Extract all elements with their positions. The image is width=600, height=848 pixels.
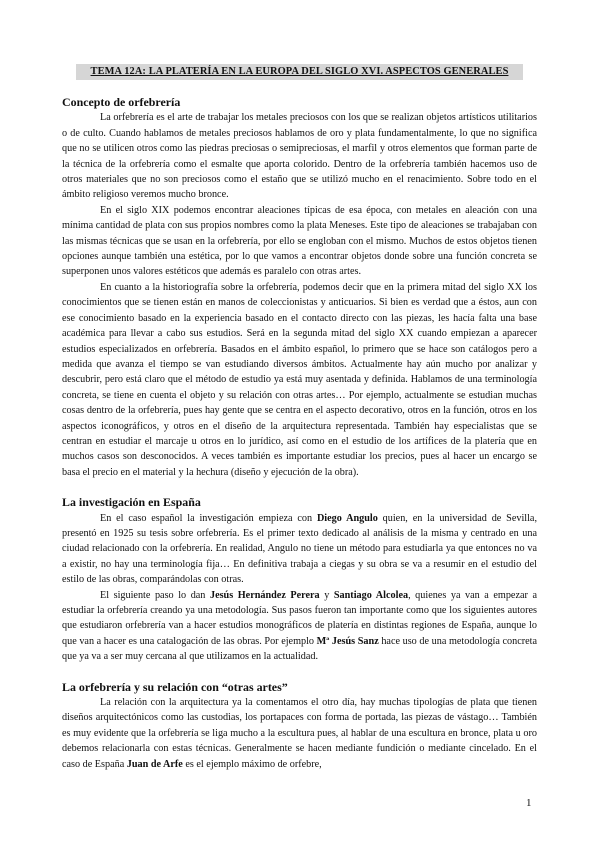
paragraph <box>62 695 537 772</box>
document-body <box>62 95 537 772</box>
author-name: Juan de Arfe <box>126 758 183 770</box>
section-heading-investigacion: La investigación en España <box>62 495 201 510</box>
paragraph: En el siglo XIX podemos encontrar aleaciones típicas de esa época, con metales en aleación con una mínima cantidad de plata con sus propios nombres como la plata Meneses. Este tipo de aleaciones se trabajaban con las mismas técnicas que se usan en la orfebrería, por ello se engloban con el mismo. Muchos de estos objetos tienen opciones aunque también una estética, por lo que vamos a encontrar objetos donde sobre una función concreta se superponen unos valores estéticos que además es paralelo con otras artes. <box>62 204 537 278</box>
page-number: 1 <box>526 797 532 809</box>
text-run: La relación con la arquitectura ya la comentamos el otro día, hay muchas tipologías de plata que tienen diseños arquitectónicos como las custodias, los portapaces con forma de portada, las piezas de vástago… También es muy evidente que la orfebrería se liga mucho a la escultura pues, al hablar de una escultura en bronce, plata u oro debemos relacionarla con estas técnicas. Generalmente se hacen mediante fundición o mediante cincelado. En el caso de España <box>62 697 537 770</box>
text-run: hace uso de una metodología concreta que ya va a ser muy cercana al que utilizamos en la actualidad. <box>62 635 538 663</box>
paragraph: La orfebrería es el arte de trabajar los metales preciosos con los que se realizan objetos artísticos utilitarios o de culto. Cuando hablamos de metales preciosos hablamos de oro y plata fundamentalmente, lo que no significa que no se utilicen otros como las piedras preciosas o semipreciosas, el marfil y otros elementos que forman parte de la técnica de la orfebrería como el esmalte que aporta colorido. Dentro de la orfebrería también hacemos uso de otros materiales que no son preciosos como el estaño que se utilizó mucho en el renacimiento. Sobre todo en el ámbito religioso veremos mucho bronce. <box>62 112 537 201</box>
author-name: Diego Angulo <box>316 512 378 524</box>
author-name: Jesús Hernández Perera <box>209 589 320 601</box>
text-run: y <box>319 589 334 601</box>
title-banner <box>76 64 523 80</box>
text-run: El siguiente paso lo dan <box>100 589 210 601</box>
text-run: En el caso español la investigación empieza con <box>100 512 317 524</box>
document-title: TEMA 12A: LA PLATERÍA EN LA EUROPA DEL SIGLO XVI. ASPECTOS GENERALES <box>90 66 509 77</box>
text-run: quien, en la universidad de Sevilla, presentó en 1925 su tesis sobre orfebrería. Es el primer texto dedicado al análisis de la misma y centrado en una ciudad relacionado con la orfebrería. En realidad, Angulo no tiene un método para estudiarla ya que entonces no va a existir, no hay una terminología fija… En definitiva trabaja a ciegas y su obra se va a resumir en el estudio del estilo de las obras, comparándolas con otras. <box>62 512 538 586</box>
section-heading-otras-artes: La orfebrería y su relación con “otras artes” <box>62 679 288 694</box>
paragraph <box>62 588 537 665</box>
text-run: es el ejemplo máximo de orfebre, <box>182 758 322 770</box>
paragraph <box>62 511 537 588</box>
paragraph: En cuanto a la historiografía sobre la orfebrería, podemos decir que en la primera mitad del siglo XX los conocimientos que se tienen están en manos de coleccionistas y anticuarios. Si bien es verdad que a éstos, aun con ese conocimiento basado en la experiencia basado en el contacto directo con las piezas, les hacía falta una base académica para llevar a cabo sus estudios. Será en la segunda mitad del siglo XX cuando empiezan a aparecer estudios especializados en orfebrería. Basados en el ámbito español, lo primero que se hace son catálogos pero a medida que avanza el tiempo se van estudiando diversos ámbitos. Actualmente hay aún mucho por analizar y descubrir, pero está claro que el método de estudio ya está muy asentada y definida. Hablamos de una terminología concreta, se tiene en cuenta el objeto y su relación con otras artes… Por ejemplo, actualmente se estudian muchas cosas dentro de la orfebrería, pues hay gente que se centra en el aspecto decorativo, otros en la función, otros en los aspectos iconográficos, y otros en el diseño de la arquitectura representada. También hay especialistas que se centran en estudiar el marcaje u otros en lo jurídico, así como en el estudio de los artífices de la platería que en muchos casos son desconocidos. A veces también es importante estudiar los precios, pues al hacer un encargo se basa el precio en el material y la hechura (diseño y ejecución de la obra). <box>62 281 537 478</box>
text-run: , quienes ya van a empezar a estudiar la orfebrería creando ya una metodología. Sus pasos fueron tan importante como que los siguientes autores que estudiaron orfebrería van a hacer estudios monográficos de platería en distintas regiones de España, aunque lo que van a hacer es una catalogación de las obras. Por ejemplo <box>62 589 537 647</box>
section-heading-concepto: Concepto de orfebrería <box>62 95 181 109</box>
author-name: Mª Jesús Sanz <box>316 635 379 647</box>
author-name: Santiago Alcolea <box>333 589 409 601</box>
